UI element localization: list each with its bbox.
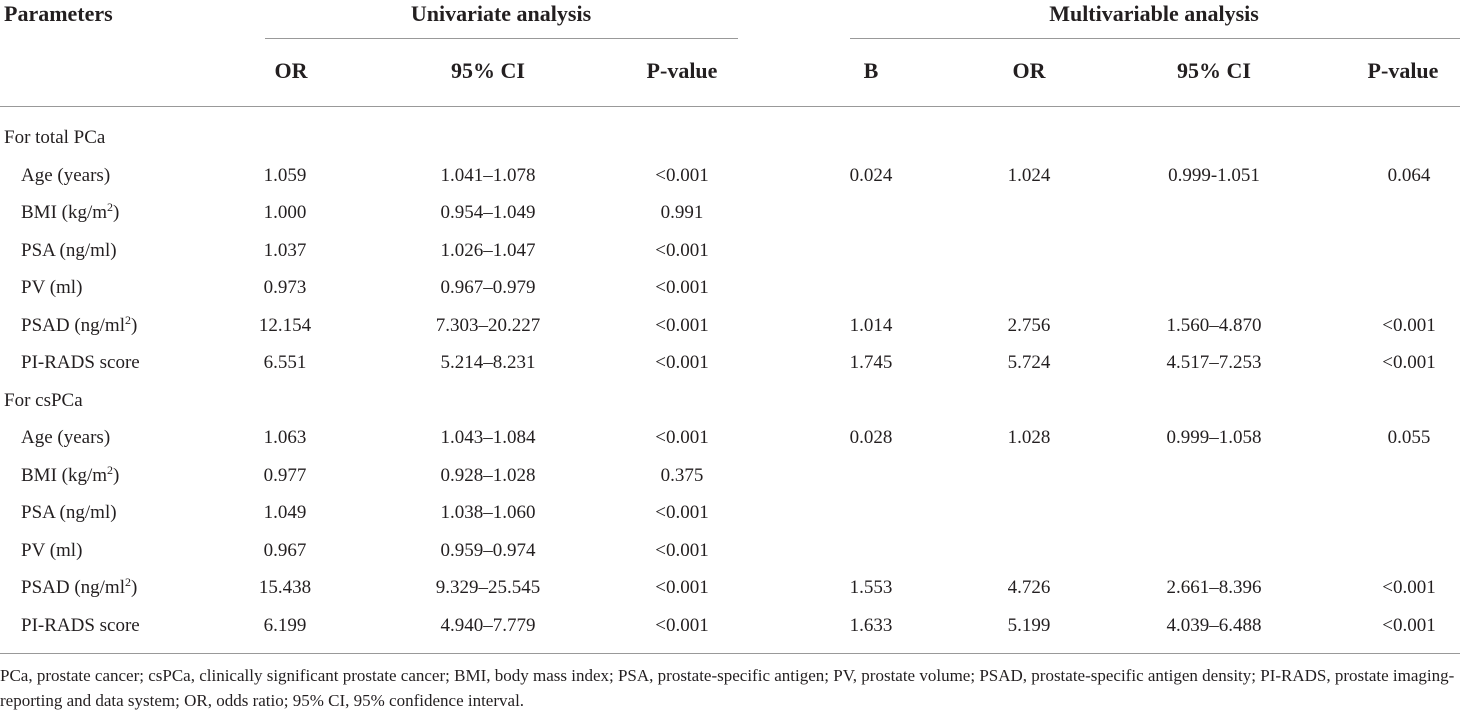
uni-or-cell: 1.000 — [263, 202, 307, 223]
multi-b-cell: 1.745 — [849, 352, 893, 373]
multi-pvalue-cell: <0.001 — [1382, 577, 1436, 598]
table-row — [0, 419, 1460, 457]
multi-or-cell: 1.024 — [1007, 164, 1051, 186]
col-uni-ci: 95% CI — [451, 58, 525, 83]
col-multi-b: B — [863, 58, 879, 83]
multi-pvalue-cell: <0.001 — [1382, 614, 1436, 636]
uni-ci-cell: 0.954–1.049 — [440, 202, 536, 223]
table-section-row — [0, 382, 1460, 420]
parameter-label-text: PV (ml) — [21, 277, 83, 298]
superscript: 2 — [107, 462, 114, 477]
table-row — [0, 569, 1460, 607]
table-row — [0, 307, 1460, 345]
parameter-label — [21, 194, 119, 232]
superscript: 2 — [125, 575, 131, 589]
uni-ci-cell: 0.928–1.028 — [440, 464, 536, 486]
multi-pvalue-cell: 0.064 — [1387, 164, 1431, 186]
parameter-label-text: BMI (kg/m — [21, 202, 108, 223]
multi-b-cell: 0.028 — [849, 427, 893, 448]
parameter-label-text: PSAD (ng/ml — [21, 577, 125, 598]
parameter-label — [21, 494, 117, 532]
table-row — [0, 344, 1460, 382]
multi-ci-cell: 4.039–6.488 — [1166, 614, 1262, 636]
uni-or-cell: 6.199 — [263, 614, 307, 636]
parameter-label-text: Age (years) — [21, 427, 111, 448]
uni-ci-cell: 1.038–1.060 — [440, 502, 536, 523]
header-univariate: Univariate analysis — [410, 1, 592, 26]
table-column-header — [0, 40, 1460, 106]
parameter-label — [21, 307, 137, 345]
parameter-label — [21, 269, 82, 307]
uni-or-cell: 0.977 — [263, 464, 307, 486]
uni-ci-cell: 1.043–1.084 — [440, 427, 536, 448]
table-row — [0, 157, 1460, 195]
label-suffix: ) — [131, 314, 138, 336]
table-row — [0, 607, 1460, 645]
parameter-label-text: BMI (kg/m — [21, 464, 108, 486]
superscript: 2 — [125, 312, 131, 327]
uni-ci-cell: 9.329–25.545 — [435, 577, 541, 598]
header-parameters: Parameters — [4, 1, 113, 26]
uni-ci-cell: 4.940–7.779 — [440, 614, 536, 636]
table-footnote: PCa, prostate cancer; csPCa, clinically significant prostate cancer; BMI, body mass index; PSA, prostate-specific antigen; PV, prostate volume; PSAD, prostate-specific antigen density; PI-RADS, prostate imaging-reporting and data system; OR, odds ratio; 95% CI, 95% confidence interval. — [0, 666, 1455, 710]
multi-ci-cell: 0.999-1.051 — [1168, 164, 1260, 186]
uni-pvalue-cell: 0.991 — [660, 202, 704, 223]
col-multi-or: OR — [1012, 58, 1046, 83]
uni-or-cell: 0.973 — [263, 277, 307, 298]
multi-b-cell: 1.553 — [849, 577, 893, 598]
table-row — [0, 457, 1460, 495]
table-row — [0, 494, 1460, 532]
multi-or-cell: 5.724 — [1007, 352, 1051, 373]
col-uni-pvalue: P-value — [646, 58, 718, 83]
parameter-label — [21, 607, 140, 645]
table-group-header — [0, 0, 1460, 40]
uni-pvalue-cell: <0.001 — [655, 427, 709, 448]
multi-or-cell: 4.726 — [1007, 577, 1051, 598]
label-suffix: ) — [113, 202, 120, 223]
parameter-label-text: PSA (ng/ml) — [21, 239, 117, 261]
uni-pvalue-cell: <0.001 — [655, 239, 709, 261]
parameter-label — [21, 569, 137, 607]
uni-or-cell: 1.049 — [263, 502, 307, 523]
uni-or-cell: 0.967 — [263, 539, 307, 561]
uni-pvalue-cell: <0.001 — [655, 502, 709, 523]
multi-ci-cell: 4.517–7.253 — [1166, 352, 1262, 373]
multi-pvalue-cell: <0.001 — [1382, 352, 1436, 373]
parameter-label — [21, 457, 119, 495]
uni-or-cell: 1.059 — [263, 164, 307, 186]
parameter-label-text: For csPCa — [4, 389, 83, 411]
multi-ci-cell: 0.999–1.058 — [1166, 427, 1262, 448]
multi-or-cell: 5.199 — [1007, 614, 1051, 636]
uni-pvalue-cell: <0.001 — [655, 314, 709, 336]
section-label — [4, 382, 83, 420]
uni-ci-cell: 7.303–20.227 — [435, 314, 541, 336]
uni-pvalue-cell: <0.001 — [655, 577, 709, 598]
multi-b-cell: 0.024 — [849, 164, 893, 186]
parameter-label-text: PI-RADS score — [21, 352, 140, 373]
section-label — [4, 119, 105, 157]
uni-ci-cell: 0.959–0.974 — [440, 539, 536, 561]
multi-b-cell: 1.014 — [849, 314, 893, 336]
parameter-label-text: PSA (ng/ml) — [21, 502, 117, 523]
col-multi-ci: 95% CI — [1177, 58, 1251, 83]
parameter-label — [21, 157, 110, 195]
parameter-label-text: PV (ml) — [21, 539, 83, 561]
label-suffix: ) — [131, 577, 138, 598]
multi-pvalue-cell: 0.055 — [1387, 427, 1431, 448]
uni-or-cell: 1.037 — [263, 239, 307, 261]
multi-or-cell: 2.756 — [1007, 314, 1051, 336]
uni-ci-cell: 1.041–1.078 — [440, 164, 536, 186]
label-suffix: ) — [113, 464, 120, 486]
uni-ci-cell: 5.214–8.231 — [440, 352, 536, 373]
table-row — [0, 532, 1460, 570]
table-row — [0, 269, 1460, 307]
table-body — [0, 107, 1460, 644]
table-section-row — [0, 119, 1460, 157]
bottom-rule — [0, 653, 1460, 654]
uni-ci-cell: 0.967–0.979 — [440, 277, 536, 298]
table-row — [0, 232, 1460, 270]
parameter-label — [21, 419, 110, 457]
uni-or-cell: 12.154 — [258, 314, 312, 336]
univariate-group-rule — [265, 38, 738, 39]
col-uni-or: OR — [274, 58, 308, 83]
parameter-label — [21, 532, 82, 570]
parameter-label — [21, 344, 140, 382]
multi-b-cell: 1.633 — [849, 614, 893, 636]
multi-or-cell: 1.028 — [1007, 427, 1051, 448]
uni-pvalue-cell: <0.001 — [655, 164, 709, 186]
col-multi-pvalue: P-value — [1367, 58, 1439, 83]
parameter-label-text: Age (years) — [21, 164, 111, 186]
uni-pvalue-cell: <0.001 — [655, 539, 709, 561]
multi-ci-cell: 2.661–8.396 — [1166, 577, 1262, 598]
uni-pvalue-cell: 0.375 — [660, 464, 704, 486]
superscript: 2 — [107, 200, 114, 214]
uni-pvalue-cell: <0.001 — [655, 352, 709, 373]
parameter-label-text: PI-RADS score — [21, 614, 140, 636]
multi-ci-cell: 1.560–4.870 — [1166, 314, 1262, 336]
header-multivariable: Multivariable analysis — [1049, 1, 1259, 26]
uni-pvalue-cell: <0.001 — [655, 614, 709, 636]
table-row — [0, 194, 1460, 232]
uni-ci-cell: 1.026–1.047 — [440, 239, 536, 261]
parameter-label — [21, 232, 117, 270]
parameter-label-text: For total PCa — [4, 127, 106, 148]
multivariable-group-rule — [850, 38, 1460, 39]
uni-or-cell: 6.551 — [263, 352, 307, 373]
parameter-label-text: PSAD (ng/ml — [21, 314, 125, 336]
multi-pvalue-cell: <0.001 — [1382, 314, 1436, 336]
uni-or-cell: 1.063 — [263, 427, 307, 448]
uni-or-cell: 15.438 — [258, 577, 312, 598]
uni-pvalue-cell: <0.001 — [655, 277, 709, 298]
